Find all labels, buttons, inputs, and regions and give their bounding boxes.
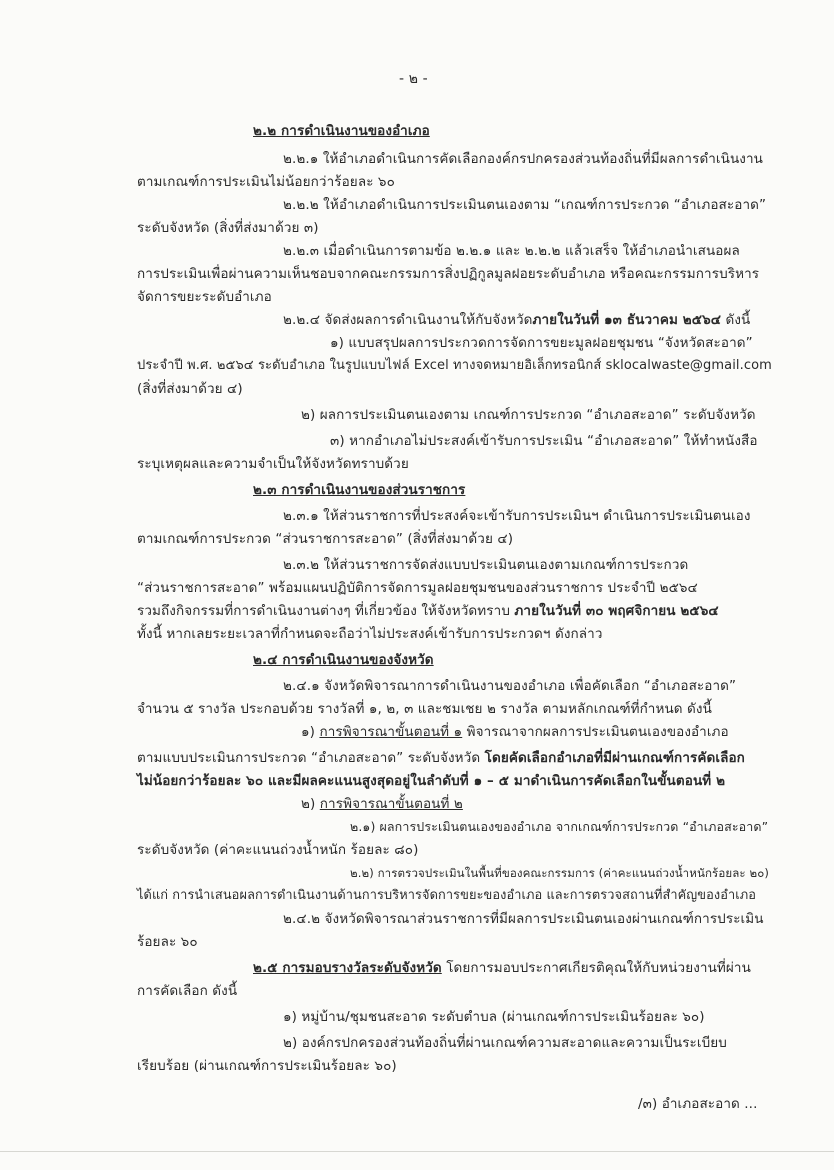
sec22-p2-line1: ๒.๒.๒ ให้อำเภอดำเนินการประเมินตนเองตาม “เกณฑ์การประกวด “อำเภอสะอาด” bbox=[283, 197, 767, 213]
sec24-step1-line3: ไม่น้อยกว่าร้อยละ ๖๐ และมีผลคะแนนสูงสุดอยู่ในลำดับที่ ๑ – ๕ มาดำเนินการคัดเลือกในขั้นตอนที่ ๒ bbox=[137, 773, 726, 789]
sec24-step21-line2: ระดับจังหวัด (ค่าคะแนนถ่วงน้ำหนัก ร้อยละ ๘๐) bbox=[137, 842, 419, 858]
sec22-p3-line3: จัดการขยะระดับอำเภอ bbox=[137, 289, 272, 305]
sec22-p3-line1: ๒.๒.๓ เมื่อดำเนินการตามข้อ ๒.๒.๑ และ ๒.๒.๒ แล้วเสร็จ ให้อำเภอนำเสนอผล bbox=[283, 243, 740, 259]
sec22-p3-line2: การประเมินเพื่อผ่านความเห็นชอบจากคณะกรรมการสิ่งปฏิกูลมูลฝอยระดับอำเภอ หรือคณะกรรมการบริหาร bbox=[137, 266, 760, 282]
section-2-5-heading: ๒.๕ การมอบรางวัลระดับจังหวัด bbox=[253, 960, 442, 976]
sec22-p4 bbox=[283, 311, 750, 329]
sec22-item2: ๒) ผลการประเมินตนเองตาม เกณฑ์การประกวด “อำเภอสะอาด” ระดับจังหวัด bbox=[301, 407, 756, 423]
sec22-p1-line1: ๒.๒.๑ ให้อำเภอดำเนินการคัดเลือกองค์กรปกครองส่วนท้องถิ่นที่มีผลการดำเนินงาน bbox=[283, 151, 763, 167]
sec24-p1-line1: ๒.๔.๑ จังหวัดพิจารณาการดำเนินงานของอำเภอ เพื่อคัดเลือก “อำเภอสะอาด” bbox=[283, 678, 737, 694]
sec22-p1-line2: ตามเกณฑ์การประเมินไม่น้อยกว่าร้อยละ ๖๐ bbox=[137, 174, 395, 190]
sec23-p1-line1: ๒.๓.๑ ให้ส่วนราชการที่ประสงค์จะเข้ารับการประเมินฯ ดำเนินการประเมินตนเอง bbox=[283, 508, 751, 524]
section-2-4-heading: ๒.๔ การดำเนินงานของจังหวัด bbox=[253, 652, 434, 668]
section-2-5-line1 bbox=[253, 959, 751, 977]
sec25-item2-line2: เรียบร้อย (ผ่านเกณฑ์การประเมินร้อยละ ๖๐) bbox=[137, 1058, 397, 1074]
sec25-item1: ๑) หมู่บ้าน/ชุมชนสะอาด ระดับตำบล (ผ่านเกณฑ์การประเมินร้อยละ ๖๐) bbox=[283, 1009, 705, 1025]
sec24-step1-line2-text: ตามแบบประเมินการประกวด “อำเภอสะอาด” ระดับจังหวัด bbox=[137, 750, 485, 766]
sec24-step1-num: ๑) bbox=[301, 724, 320, 740]
sec24-step22-line1: ๒.๒) การตรวจประเมินในพื้นที่ของคณะกรรมการ (ค่าคะแนนถ่วงน้ำหนักร้อยละ ๒๐) bbox=[350, 866, 769, 880]
sec24-step2-title-line bbox=[301, 795, 463, 813]
page-number: - ๒ - bbox=[399, 71, 428, 87]
sec24-p2-line2: ร้อยละ ๖๐ bbox=[137, 934, 198, 950]
sec22-item3-line2: ระบุเหตุผลและความจำเป็นให้จังหวัดทราบด้วย bbox=[137, 456, 409, 472]
sec24-step1-line2 bbox=[137, 749, 745, 767]
sec24-step2-title: การพิจารณาขั้นตอนที่ ๒ bbox=[319, 796, 463, 812]
sec24-step1-title: การพิจารณาขั้นตอนที่ ๑ bbox=[319, 724, 463, 740]
section-2-5-line2: การคัดเลือก ดังนี้ bbox=[137, 983, 238, 999]
sec22-p4-text: ๒.๒.๔ จัดส่งผลการดำเนินงานให้กับจังหวัด bbox=[283, 312, 533, 328]
sec24-step1-rest: พิจารณาจากผลการประเมินตนเองของอำเภอ bbox=[462, 724, 729, 740]
sec23-p1-line2: ตามเกณฑ์การประกวด “ส่วนราชการสะอาด” (สิ่งที่ส่งมาด้วย ๔) bbox=[137, 531, 514, 547]
sec22-item3-line1: ๓) หากอำเภอไม่ประสงค์เข้ารับการประเมิน “อำเภอสะอาด” ให้ทำหนังสือ bbox=[330, 433, 758, 449]
sec23-p2-line1: ๒.๓.๒ ให้ส่วนราชการจัดส่งแบบประเมินตนเองตามเกณฑ์การประกวด bbox=[283, 557, 689, 573]
sec24-step2-num: ๒) bbox=[301, 796, 320, 812]
sec24-step21-line1: ๒.๑) ผลการประเมินตนเองของอำเภอ จากเกณฑ์การประกวด “อำเภอสะอาด” bbox=[350, 819, 769, 834]
sec22-item1-line3: (สิ่งที่ส่งมาด้วย ๔) bbox=[137, 381, 243, 397]
sec22-p4-deadline: ภายในวันที่ ๑๓ ธันวาคม ๒๕๖๔ bbox=[532, 312, 722, 328]
sec25-item2-line1: ๒) องค์กรปกครองส่วนท้องถิ่นที่ผ่านเกณฑ์ความสะอาดและความเป็นระเบียบ bbox=[283, 1035, 727, 1051]
section-2-3-heading: ๒.๓ การดำเนินงานของส่วนราชการ bbox=[253, 482, 466, 498]
sec23-p2-line2: “ส่วนราชการสะอาด” พร้อมแผนปฏิบัติการจัดการมูลฝอยชุมชนของส่วนราชการ ประจำปี ๒๕๖๔ bbox=[137, 580, 698, 596]
sec23-p2-line3 bbox=[137, 602, 719, 620]
sec23-deadline: ภายในวันที่ ๓๐ พฤศจิกายน ๒๕๖๔ bbox=[514, 603, 719, 619]
section-2-2-heading: ๒.๒ การดำเนินงานของอำเภอ bbox=[253, 123, 430, 139]
sec24-step1-line1 bbox=[301, 723, 729, 741]
sec24-step1-criteria: โดยคัดเลือกอำเภอที่มีผ่านเกณฑ์การคัดเลือก bbox=[484, 750, 745, 766]
sec24-p1-line2: จำนวน ๕ รางวัล ประกอบด้วย รางวัลที่ ๑, ๒, ๓ และชมเชย ๒ รางวัล ตามหลักเกณฑ์ที่กำหนด ดังนี้ bbox=[137, 701, 712, 717]
sec22-item1-line2: ประจำปี พ.ศ. ๒๕๖๔ ระดับอำเภอ ในรูปแบบไฟล์ Excel ทางจดหมายอิเล็กทรอนิกส์ sklocalwaste@gmail.com bbox=[137, 358, 772, 373]
sec23-p2-line3-text: รวมถึงกิจกรรมที่การดำเนินงานต่างๆ ที่เกี่ยวข้อง ให้จังหวัดทราบ bbox=[137, 603, 515, 619]
continuation-note: /๓) อำเภอสะอาด ... bbox=[638, 1096, 758, 1112]
scan-edge bbox=[0, 1151, 834, 1152]
sec22-p2-line2: ระดับจังหวัด (สิ่งที่ส่งมาด้วย ๓) bbox=[137, 220, 319, 236]
sec22-p4-tail: ดังนี้ bbox=[721, 312, 751, 328]
section-2-5-heading-rest: โดยการมอบประกาศเกียรติคุณให้กับหน่วยงานที่ผ่าน bbox=[441, 960, 751, 976]
sec23-p2-line4: ทั้งนี้ หากเลยระยะเวลาที่กำหนดจะถือว่าไม่ประสงค์เข้ารับการประกวดฯ ดังกล่าว bbox=[137, 626, 603, 642]
sec22-item1-line1: ๑) แบบสรุปผลการประกวดการจัดการขยะมูลฝอยชุมชน “จังหวัดสะอาด” bbox=[330, 335, 753, 351]
sec24-p2-line1: ๒.๔.๒ จังหวัดพิจารณาส่วนราชการที่มีผลการประเมินตนเองผ่านเกณฑ์การประเมิน bbox=[283, 911, 764, 927]
sec24-step22-line2: ได้แก่ การนำเสนอผลการดำเนินงานด้านการบริหารจัดการขยะของอำเภอ และการตรวจสถานที่สำคัญของอำเภอ bbox=[137, 888, 757, 903]
